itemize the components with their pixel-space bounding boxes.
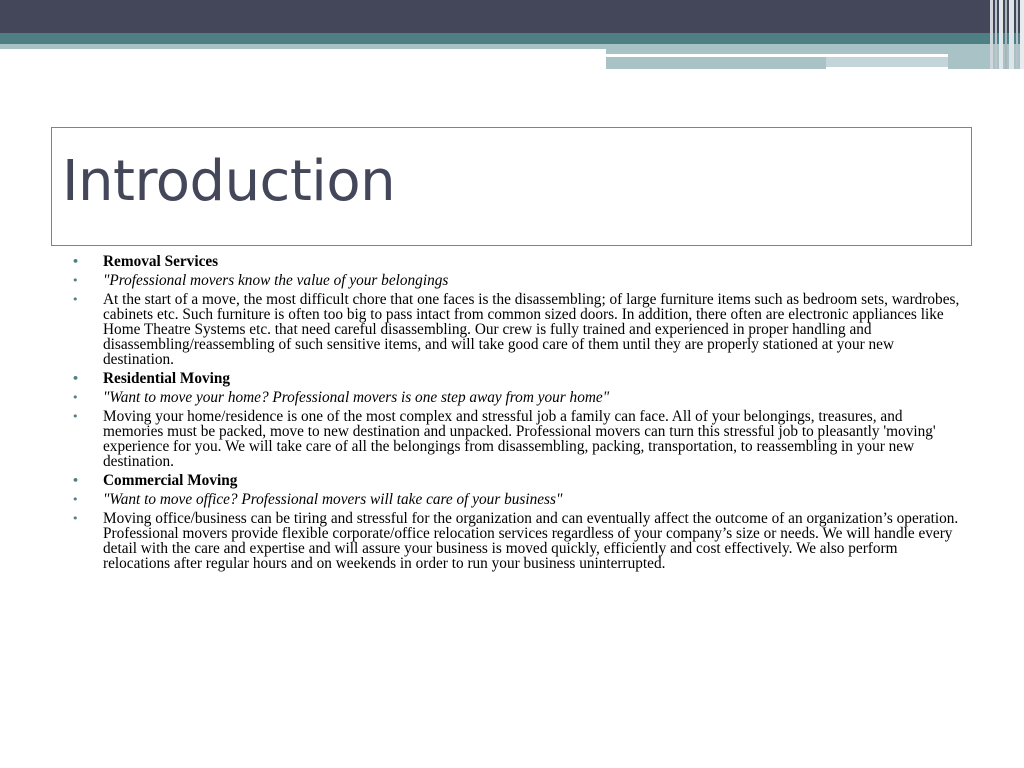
bullet-icon: • [72, 512, 79, 525]
bullet-icon: • [72, 274, 79, 287]
list-item [72, 273, 964, 288]
header-white-line [606, 54, 948, 57]
list-item [72, 371, 964, 386]
section-heading: Commercial Moving [103, 472, 238, 489]
section-quote: "Want to move your home? Professional movers is one step away from your home" [103, 389, 610, 406]
slide-content [72, 254, 964, 575]
section-body: Moving office/business can be tiring and stressful for the organization and can eventually affect the outcome of an organization’s operation. Professional movers provide flexible corporate/office relocation services regardless of your company’s size or needs. We will handle every detail with the care and expertise and will assure your business is moved quickly, efficiently and cost effectively. We also perform relocations after regular hours and on weekends in order to run your business uninterrupted. [103, 510, 959, 572]
slide-title: Introduction [62, 149, 396, 214]
list-item [72, 492, 964, 507]
header-band-light-right [606, 44, 1024, 54]
list-item [72, 292, 964, 367]
section-body: At the start of a move, the most difficult chore that one faces is the disassembling; of large furniture items such as bedroom sets, wardrobes, cabinets etc. Such furniture is often too big to pass intact from common sized doors. In addition, there often are electronic appliances like Home Theatre Systems etc. that need careful disassembling. Our crew is fully trained and experienced in proper handling and disassembling/reassembling of such sensitive items, and will take good care of them until they are properly stationed at your new destination. [103, 291, 960, 368]
bullet-icon: • [72, 493, 79, 506]
section-quote: "Professional movers know the value of your belongings [103, 272, 449, 289]
section-heading: Removal Services [103, 253, 219, 270]
list-item [72, 390, 964, 405]
header-band-light [0, 44, 606, 49]
bullet-icon: • [72, 410, 79, 423]
list-item [72, 254, 964, 269]
list-item [72, 473, 964, 488]
bullet-icon: • [72, 372, 80, 385]
title-box [51, 127, 972, 246]
bullet-icon: • [72, 391, 79, 404]
header-band-dark [0, 0, 1024, 33]
header-band-teal [0, 33, 1024, 44]
bullet-icon: • [72, 255, 80, 268]
section-removal-services [72, 254, 964, 367]
header-vertical-stripes [990, 0, 1024, 69]
bullet-icon: • [72, 293, 79, 306]
section-body: Moving your home/residence is one of the most complex and stressful job a family can face. All of your belongings, treasures, and memories must be packed, move to new destination and unpacked. Professional movers can turn this stressful job to pleasantly 'moving' experience for you. We will take care of all the belongings from disassembling, packing, transportation, to reassembling in your new destination. [103, 408, 936, 470]
list-item [72, 511, 964, 571]
header-band-light-step-inner [606, 57, 826, 69]
list-item [72, 409, 964, 469]
section-residential-moving [72, 371, 964, 469]
bullet-icon: • [72, 474, 80, 487]
section-heading: Residential Moving [103, 370, 231, 387]
section-commercial-moving [72, 473, 964, 571]
section-quote: "Want to move office? Professional movers will take care of your business" [103, 491, 563, 508]
